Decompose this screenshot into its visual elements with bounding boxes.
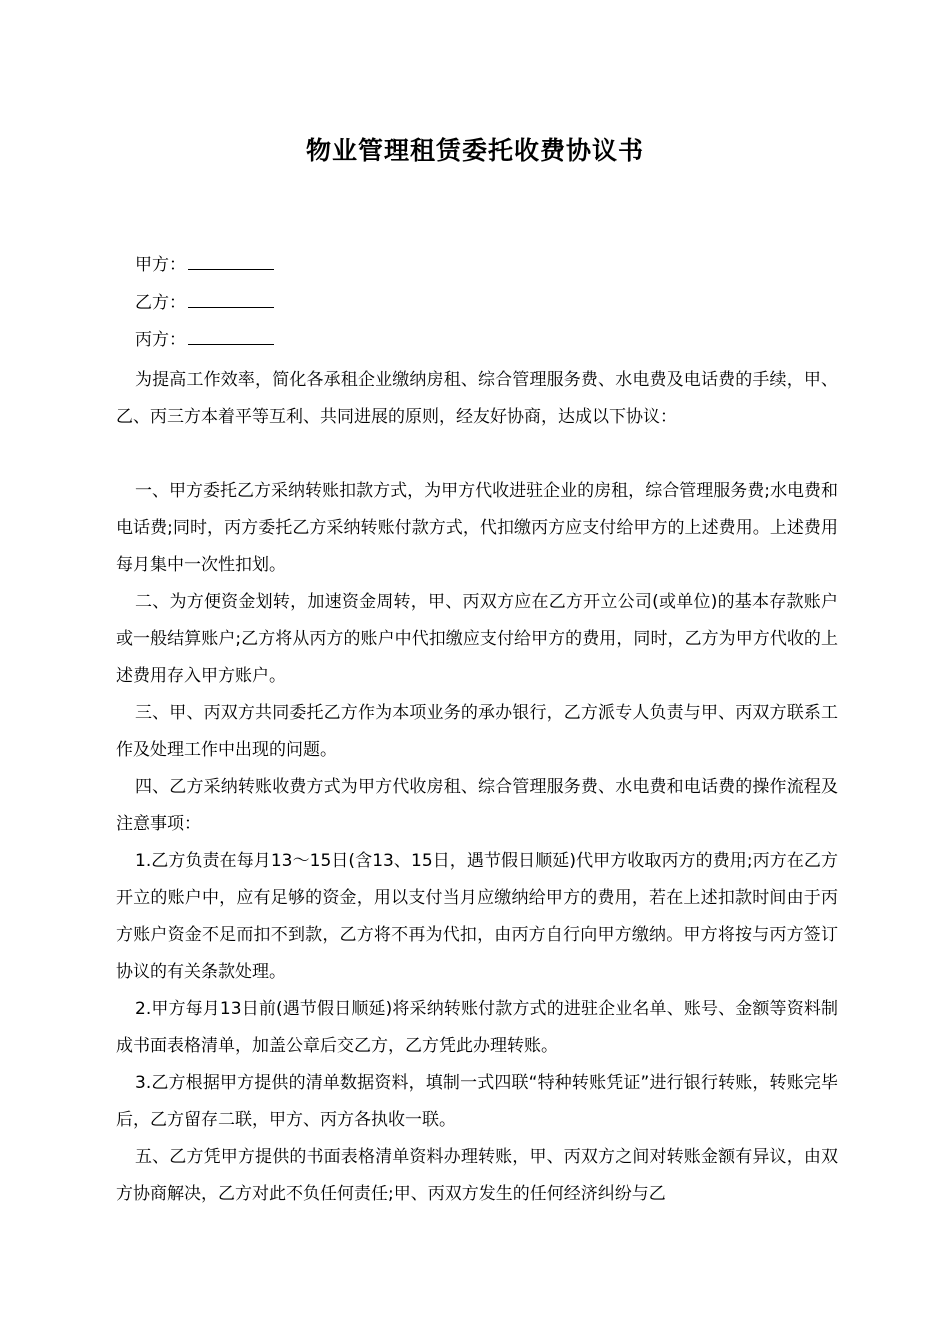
agreement-body (116, 362, 838, 1213)
clause-4-item-3: 3.乙方根据甲方提供的清单数据资料，填制一式四联“特种转账凭证”进行银行转账，转账完毕后，乙方留存二联，甲方、丙方各执收一联。 (116, 1073, 838, 1130)
party-b-line (135, 289, 274, 315)
intro-paragraph: 为提高工作效率，简化各承租企业缴纳房租、综合管理服务费、水电费及电话费的手续，甲、乙、丙三方本着平等互利、共同进展的原则，经友好协商，达成以下协议： (116, 370, 838, 427)
party-a-line (135, 251, 274, 277)
clause-4-item-2: 2.甲方每月13日前(遇节假日顺延)将采纳转账付款方式的进驻企业名单、账号、金额等资料制成书面表格清单，加盖公章后交乙方，乙方凭此办理转账。 (116, 999, 838, 1056)
clause-4: 四、乙方采纳转账收费方式为甲方代收房租、综合管理服务费、水电费和电话费的操作流程及注意事项： (116, 777, 838, 834)
clause-3: 三、甲、丙双方共同委托乙方作为本项业务的承办银行，乙方派专人负责与甲、丙双方联系工作及处理工作中出现的问题。 (116, 703, 838, 760)
party-b-blank (188, 289, 274, 308)
clause-1: 一、甲方委托乙方采纳转账扣款方式，为甲方代收进驻企业的房租，综合管理服务费;水电费和电话费;同时，丙方委托乙方采纳转账付款方式，代扣缴丙方应支付给甲方的上述费用。上述费用每月集中一次性扣划。 (116, 481, 838, 575)
clause-4-item-1: 1.乙方负责在每月13～15日(含13、15日，遇节假日顺延)代甲方收取丙方的费用;丙方在乙方开立的账户中，应有足够的资金，用以支付当月应缴纳给甲方的费用，若在上述扣款时间由于丙方账户资金不足而扣不到款，乙方将不再为代扣，由丙方自行向甲方缴纳。甲方将按与丙方签订协议的有关条款处理。 (116, 851, 838, 982)
document-title: 物业管理租赁委托收费协议书 (305, 136, 644, 165)
party-c-line (135, 326, 274, 352)
clause-5: 五、乙方凭甲方提供的书面表格清单资料办理转账，甲、丙双方之间对转账金额有异议，由双方协商解决，乙方对此不负任何责任;甲、丙双方发生的任何经济纠纷与乙 (116, 1147, 838, 1204)
party-a-label: 甲方： (135, 255, 186, 275)
party-c-label: 丙方： (135, 330, 186, 350)
party-c-blank (188, 326, 274, 345)
party-a-blank (188, 251, 274, 270)
party-b-label: 乙方： (135, 293, 186, 313)
clause-2: 二、为方便资金划转，加速资金周转，甲、丙双方应在乙方开立公司(或单位)的基本存款账户或一般结算账户;乙方将从丙方的账户中代扣缴应支付给甲方的费用，同时，乙方为甲方代收的上述费用存入甲方账户。 (116, 592, 838, 686)
